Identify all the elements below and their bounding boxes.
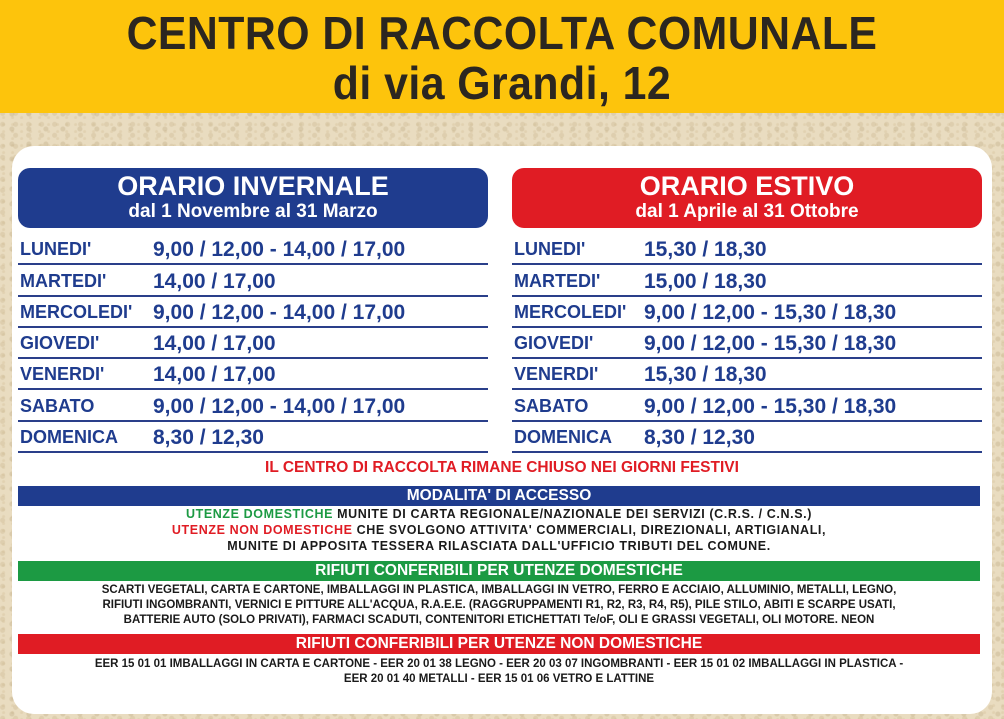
day-label: VENERDI' [20,364,105,385]
hours-value: 9,00 / 12,00 - 15,30 / 18,30 [644,300,897,324]
day-label: MERCOLEDI' [20,301,133,322]
winter-schedule-table [18,234,488,453]
hours-value: 8,30 / 12,30 [153,426,264,450]
domestic-waste-line: BATTERIE AUTO (SOLO PRIVATI), FARMACI SCADUTI, CONTENITORI ETICHETTATI Te/oF, OLI E GRASSI VEGETALI, OLI MOTORE. NEON [123,614,875,626]
schedule-row [512,297,982,328]
day-label: MARTEDI' [514,270,601,291]
access-section-title: MODALITA' DI ACCESSO [18,486,980,506]
access-domestic-line [18,506,980,522]
summer-title: ORARIO ESTIVO [639,171,855,201]
summer-schedule-header [512,168,982,228]
hours-value: 8,30 / 12,30 [644,426,755,450]
winter-subtitle: dal 1 Novembre al 31 Marzo [128,201,378,222]
summer-schedule-table [512,234,982,453]
hours-value: 14,00 / 17,00 [153,332,276,356]
nondomestic-users-label: UTENZE NON DOMESTICHE [171,523,353,537]
day-label: GIOVEDI' [20,333,100,354]
summer-subtitle: dal 1 Aprile al 31 Ottobre [635,201,859,222]
hours-value: 9,00 / 12,00 - 15,30 / 18,30 [644,332,897,356]
schedule-row [512,265,982,296]
nondomestic-waste-title: RIFIUTI CONFERIBILI PER UTENZE NON DOMESTICHE [18,634,980,654]
schedule-row [512,359,982,390]
schedule-row [18,265,488,296]
nondomestic-waste-list [18,657,980,687]
day-label: LUNEDI' [514,239,586,260]
day-label: VENERDI' [514,364,599,385]
domestic-waste-list [18,583,980,628]
winter-title: ORARIO INVERNALE [117,171,389,201]
hours-value: 9,00 / 12,00 - 14,00 / 17,00 [153,300,406,324]
hours-value: 9,00 / 12,00 - 14,00 / 17,00 [153,238,406,262]
nondomestic-users-text: CHE SVOLGONO ATTIVITA' COMMERCIALI, DIREZIONALI, ARTIGIANALI, [352,523,827,537]
page-subtitle-address: di via Grandi, 12 [332,57,672,109]
day-label: DOMENICA [20,427,118,448]
day-label: DOMENICA [514,427,612,448]
access-description [18,506,980,554]
schedule-row [18,390,488,421]
day-label: MARTEDI' [20,270,107,291]
domestic-users-text: MUNITE DI CARTA REGIONALE/NAZIONALE DEI SERVIZI (C.R.S. / C.N.S.) [333,507,812,521]
domestic-users-label: UTENZE DOMESTICHE [186,507,334,521]
winter-schedule-header [18,168,488,228]
day-label: SABATO [20,395,95,416]
page-title: CENTRO DI RACCOLTA COMUNALE [126,7,878,59]
nondomestic-waste-line: EER 15 01 01 IMBALLAGGI IN CARTA E CARTONE - EER 20 01 38 LEGNO - EER 20 03 07 INGOMBRANTI - EER 15 01 02 IMBALLAGGI IN PLASTICA - [94,658,904,670]
access-nondomestic-line [18,522,980,538]
hours-value: 15,30 / 18,30 [644,238,767,262]
hours-value: 9,00 / 12,00 - 14,00 / 17,00 [153,394,406,418]
domestic-waste-title: RIFIUTI CONFERIBILI PER UTENZE DOMESTICHE [18,561,980,581]
schedule-row [512,328,982,359]
day-label: LUNEDI' [20,239,92,260]
domestic-waste-line: RIFIUTI INGOMBRANTI, VERNICI E PITTURE ALL'ACQUA, R.A.E.E. (RAGGRUPPAMENTI R1, R2, R3, R4, R5), PILE STILO, ABITI E SCARPE USATI, [102,599,896,611]
hours-value: 9,00 / 12,00 - 15,30 / 18,30 [644,394,897,418]
schedule-row [18,359,488,390]
hours-value: 15,00 / 18,30 [644,269,767,293]
nondomestic-waste-line: EER 20 01 40 METALLI - EER 15 01 06 VETRO E LATTINE [343,673,655,685]
hours-value: 14,00 / 17,00 [153,363,276,387]
access-nondomestic-line-2: MUNITE DI APPOSITA TESSERA RILASCIATA DALL'UFFICIO TRIBUTI DEL COMUNE. [227,539,771,553]
schedule-row [18,234,488,265]
schedule-row [512,234,982,265]
schedule-row [512,390,982,421]
holiday-closed-notice: IL CENTRO DI RACCOLTA RIMANE CHIUSO NEI GIORNI FESTIVI [265,459,739,476]
schedule-row [512,422,982,453]
hours-value: 15,30 / 18,30 [644,363,767,387]
day-label: GIOVEDI' [514,333,594,354]
schedule-row [18,328,488,359]
header-banner [0,0,1004,113]
hours-value: 14,00 / 17,00 [153,269,276,293]
schedule-row [18,297,488,328]
day-label: MERCOLEDI' [514,301,627,322]
domestic-waste-line: SCARTI VEGETALI, CARTA E CARTONE, IMBALLAGGI IN PLASTICA, IMBALLAGGI IN VETRO, FERRO E ACCIAIO, ALLUMINIO, METALLI, LEGNO, [101,584,897,596]
day-label: SABATO [514,395,589,416]
schedule-row [18,422,488,453]
